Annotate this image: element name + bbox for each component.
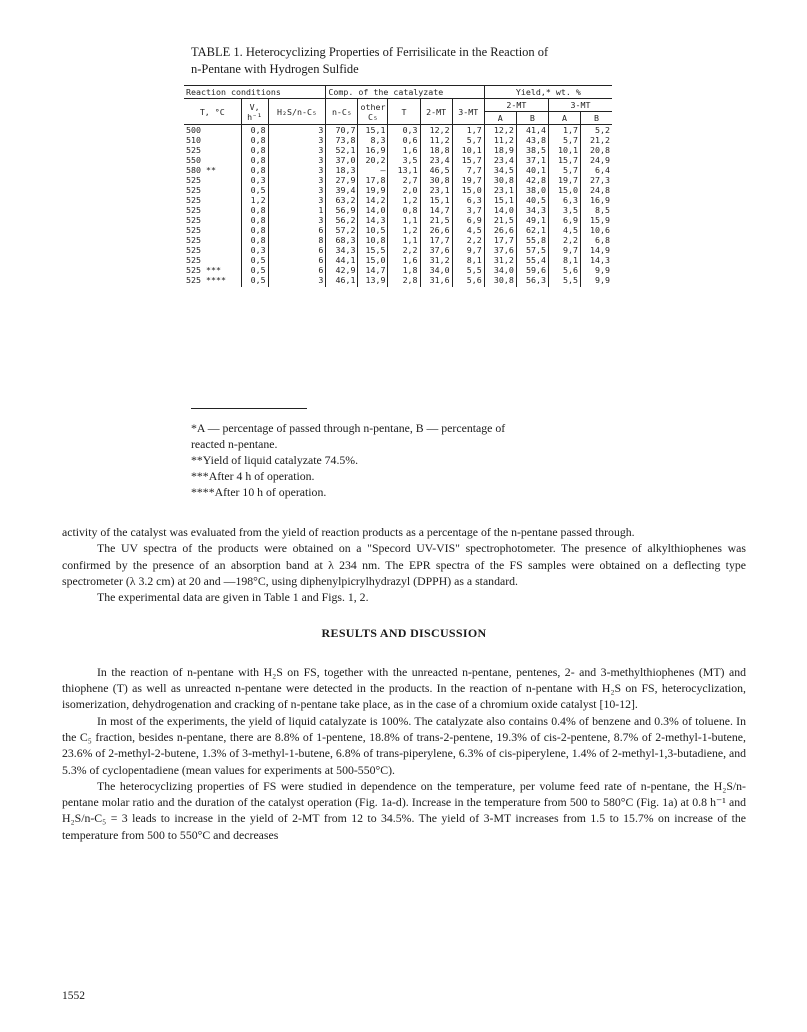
table-cell: 4,5 xyxy=(548,225,580,235)
table-cell: 70,7 xyxy=(326,125,358,136)
table-cell: 580 ** xyxy=(186,165,216,175)
table-cell: 38,5 xyxy=(516,145,548,155)
table-row xyxy=(184,225,612,235)
table-cell: 39,4 xyxy=(326,185,358,195)
footnote-1-cont: reacted n-pentane. xyxy=(191,437,278,451)
table-cell: 3 xyxy=(268,275,326,287)
paragraph-6: The heterocyclizing properties of FS were studied in dependence on the temperature, per volume feed rate of n-pentane, the H₂S/n-pentane molar ratio and the duration of the catalyst operation (Fig. 1a-d). Increase in the temperature from 500 to 580°C (Fig. 1a) at 0.8 h⁻¹ and H₂S/n-C₅ = 3 leads to increase in the yield of 2-MT from 12 to 34.5%. The yield of 3-MT increases from 1.5 to 15.7% on increase of the temperature from 500 to 550°C and decreases xyxy=(62,778,746,842)
table-cell: 8,1 xyxy=(452,255,484,265)
table-cell: 0,8 xyxy=(241,125,268,136)
table-cell: 1,1 xyxy=(388,235,420,245)
table-cell: 26,6 xyxy=(484,225,516,235)
table-cell: 15,0 xyxy=(548,185,580,195)
table-cell: 1,6 xyxy=(388,145,420,155)
table-cell: 42,9 xyxy=(326,265,358,275)
table-cell: 14,7 xyxy=(358,265,388,275)
table-cell: 0,3 xyxy=(388,125,420,136)
table-cell: 5,2 xyxy=(581,125,612,136)
table-cell: 3,5 xyxy=(388,155,420,165)
table-row xyxy=(184,185,612,195)
table-cell: 0,8 xyxy=(241,165,268,175)
table-cell: 18,9 xyxy=(484,145,516,155)
caption-line-1: TABLE 1. Heterocyclizing Properties of Ferrisilicate in the Reaction of xyxy=(191,45,549,59)
table-cell: 525 xyxy=(186,215,201,225)
table-cell: 15,1 xyxy=(484,195,516,205)
table-cell: 9,9 xyxy=(581,265,612,275)
table-cell: 30,8 xyxy=(484,275,516,287)
table-cell: 20,2 xyxy=(358,155,388,165)
table-cell: 1,6 xyxy=(388,255,420,265)
table-row xyxy=(184,165,612,175)
table-cell: 2,7 xyxy=(388,175,420,185)
table-row xyxy=(184,235,612,245)
yield-sub-a: A xyxy=(548,112,580,125)
table-cell: 0,8 xyxy=(388,205,420,215)
table-cell: 3 xyxy=(268,175,326,185)
table-cell: 5,7 xyxy=(548,165,580,175)
table-cell: 15,0 xyxy=(452,185,484,195)
footnote-3: ***After 4 h of operation. xyxy=(191,469,315,483)
table-cell: 3 xyxy=(268,195,326,205)
table-cell: 8,5 xyxy=(581,205,612,215)
table-cell: 0,8 xyxy=(241,235,268,245)
table-cell: 56,3 xyxy=(516,275,548,287)
table-cell: 24,8 xyxy=(581,185,612,195)
table-cell: 1,2 xyxy=(241,195,268,205)
table-cell: 3 xyxy=(268,215,326,225)
table-body xyxy=(184,125,612,288)
footnote-1: *A — percentage of passed through n-pentane, B — percentage of xyxy=(191,421,506,435)
table-cell: 1,1 xyxy=(388,215,420,225)
table-cell: 68,3 xyxy=(326,235,358,245)
table-cell: 14,3 xyxy=(581,255,612,265)
table-cell: 37,6 xyxy=(420,245,452,255)
table-cell: 10,8 xyxy=(358,235,388,245)
table-cell: 8,3 xyxy=(358,135,388,145)
table-cell: 6,9 xyxy=(452,215,484,225)
yield-sub-b: B xyxy=(581,112,612,125)
table-cell: 0,8 xyxy=(241,135,268,145)
table-cell: 0,5 xyxy=(241,265,268,275)
table-cell: 63,2 xyxy=(326,195,358,205)
table-cell: 3,5 xyxy=(548,205,580,215)
table-cell: 40,1 xyxy=(516,165,548,175)
table-cell: 0,3 xyxy=(241,175,268,185)
table-cell: 16,9 xyxy=(581,195,612,205)
table-cell: 13,9 xyxy=(358,275,388,287)
table-cell: 6,3 xyxy=(548,195,580,205)
table-cell: 525 *** xyxy=(186,265,221,275)
table-cell: 6 xyxy=(268,265,326,275)
table-row xyxy=(184,205,612,215)
table-cell: 42,8 xyxy=(516,175,548,185)
table-row xyxy=(184,195,612,205)
table-cell: 5,6 xyxy=(452,275,484,287)
table-cell: 1,7 xyxy=(548,125,580,136)
table-cell: 525 xyxy=(186,185,201,195)
page-number: 1552 xyxy=(62,990,85,1002)
table-cell: 23,4 xyxy=(420,155,452,165)
table-cell: 30,8 xyxy=(420,175,452,185)
table-cell: 15,0 xyxy=(358,255,388,265)
table-cell: 5,5 xyxy=(548,275,580,287)
table-cell: 1 xyxy=(268,205,326,215)
table-cell: 46,5 xyxy=(420,165,452,175)
table-cell: 0,8 xyxy=(241,225,268,235)
table-cell: 525 xyxy=(186,255,201,265)
table-row xyxy=(184,125,612,136)
table-cell: 37,6 xyxy=(484,245,516,255)
table-cell: 6 xyxy=(268,225,326,235)
col-header-thiophene: T xyxy=(388,99,420,125)
section-heading: RESULTS AND DISCUSSION xyxy=(321,626,487,641)
table-cell: 18,8 xyxy=(420,145,452,155)
table-cell: 52,1 xyxy=(326,145,358,155)
table-cell: 3 xyxy=(268,125,326,136)
table-cell: 31,2 xyxy=(420,255,452,265)
table-footnotes xyxy=(191,420,631,500)
paragraph-3: The experimental data are given in Table 1 and Figs. 1, 2. xyxy=(97,590,369,605)
table-cell: 41,4 xyxy=(516,125,548,136)
col-header-3mt: 3-MT xyxy=(452,99,484,125)
col-header-temperature: T, °C xyxy=(184,99,241,125)
table-cell: 17,7 xyxy=(420,235,452,245)
table-cell: 2,2 xyxy=(548,235,580,245)
col-header-n-c5: n-C₅ xyxy=(326,99,358,125)
table-cell: 525 xyxy=(186,175,201,185)
paragraph-2: The UV spectra of the products were obtained on a "Specord UV-VIS" spectrophotometer. The presence of alkylthiophenes was confirmed by the presence of an absorption band at λ 234 nm. The EPR spectra of the FS samples were obtained on a deflecting type spectrometer (λ 3.2 cm) at 20 and —198°C, using diphenylpicrylhydrazyl (DPPH) as a standard. xyxy=(62,541,746,588)
table-cell: 21,2 xyxy=(581,135,612,145)
table-cell: 19,7 xyxy=(452,175,484,185)
table-cell: 15,9 xyxy=(581,215,612,225)
table-cell: 8 xyxy=(268,235,326,245)
table-cell: 6,8 xyxy=(581,235,612,245)
table-cell: 500 xyxy=(186,125,201,135)
table-cell: 15,1 xyxy=(358,125,388,136)
table-cell: 37,1 xyxy=(516,155,548,165)
table-cell: 15,7 xyxy=(548,155,580,165)
table-cell: 37,0 xyxy=(326,155,358,165)
table-cell: 3 xyxy=(268,165,326,175)
table-cell: 525 xyxy=(186,225,201,235)
table-row xyxy=(184,145,612,155)
table-cell: 12,2 xyxy=(420,125,452,136)
yield-group-2mt: 2-MT xyxy=(484,99,548,112)
paragraph-1: activity of the catalyst was evaluated from the yield of reaction products as a percentage of the n-pentane passed through. xyxy=(62,525,635,539)
footnote-2: **Yield of liquid catalyzate 74.5%. xyxy=(191,453,359,467)
table-row xyxy=(184,175,612,185)
table-cell: 13,1 xyxy=(388,165,420,175)
table-cell: 525 **** xyxy=(186,275,226,285)
table-cell: 9,9 xyxy=(581,275,612,287)
table-cell: 27,3 xyxy=(581,175,612,185)
table-cell: 27,9 xyxy=(326,175,358,185)
table-cell: 2,2 xyxy=(388,245,420,255)
yield-group-3mt: 3-MT xyxy=(548,99,612,112)
table-cell: 14,7 xyxy=(420,205,452,215)
table-row xyxy=(184,245,612,255)
table-cell: 34,0 xyxy=(484,265,516,275)
table-cell: 73,8 xyxy=(326,135,358,145)
table-cell: 10,6 xyxy=(581,225,612,235)
table-cell: 34,3 xyxy=(326,245,358,255)
table-cell: 7,7 xyxy=(452,165,484,175)
table-cell: 38,0 xyxy=(516,185,548,195)
table-cell: — xyxy=(358,165,388,175)
table-cell: 10,1 xyxy=(452,145,484,155)
table-cell: 14,0 xyxy=(484,205,516,215)
table-cell: 15,5 xyxy=(358,245,388,255)
table-cell: 1,7 xyxy=(452,125,484,136)
table-cell: 31,6 xyxy=(420,275,452,287)
table-cell: 34,5 xyxy=(484,165,516,175)
table-cell: 34,0 xyxy=(420,265,452,275)
table-cell: 23,4 xyxy=(484,155,516,165)
table-cell: 3 xyxy=(268,135,326,145)
col-header-2mt: 2-MT xyxy=(420,99,452,125)
table-cell: 57,5 xyxy=(516,245,548,255)
yield-sub-b: B xyxy=(516,112,548,125)
table-cell: 0,5 xyxy=(241,185,268,195)
table-cell: 2,2 xyxy=(452,235,484,245)
table-row xyxy=(184,255,612,265)
table-cell: 23,1 xyxy=(420,185,452,195)
table-cell: 57,2 xyxy=(326,225,358,235)
table-cell: 3,7 xyxy=(452,205,484,215)
table-cell: 3 xyxy=(268,145,326,155)
table-cell: 6,4 xyxy=(581,165,612,175)
table-cell: 5,7 xyxy=(548,135,580,145)
table-row xyxy=(184,135,612,145)
table-cell: 14,0 xyxy=(358,205,388,215)
table-cell: 5,6 xyxy=(548,265,580,275)
table-cell: 2,8 xyxy=(388,275,420,287)
table-cell: 0,8 xyxy=(241,155,268,165)
table-cell: 24,9 xyxy=(581,155,612,165)
table-cell: 6 xyxy=(268,245,326,255)
col-header-volume-rate: V, h⁻¹ xyxy=(241,99,268,125)
table-cell: 56,2 xyxy=(326,215,358,225)
table-cell: 17,8 xyxy=(358,175,388,185)
table-cell: 9,7 xyxy=(452,245,484,255)
table-cell: 0,3 xyxy=(241,245,268,255)
table-cell: 16,9 xyxy=(358,145,388,155)
table-cell: 2,0 xyxy=(388,185,420,195)
table-cell: 9,7 xyxy=(548,245,580,255)
table-cell: 0,6 xyxy=(388,135,420,145)
table-cell: 8,1 xyxy=(548,255,580,265)
table-cell: 21,5 xyxy=(484,215,516,225)
table-cell: 26,6 xyxy=(420,225,452,235)
table-cell: 525 xyxy=(186,245,201,255)
table-cell: 10,5 xyxy=(358,225,388,235)
table-cell: 34,3 xyxy=(516,205,548,215)
table-cell: 11,2 xyxy=(484,135,516,145)
table-cell: 18,3 xyxy=(326,165,358,175)
table-cell: 59,6 xyxy=(516,265,548,275)
table-cell: 3 xyxy=(268,155,326,165)
table-cell: 14,9 xyxy=(581,245,612,255)
table-cell: 40,5 xyxy=(516,195,548,205)
table-cell: 0,5 xyxy=(241,255,268,265)
table-row xyxy=(184,155,612,165)
group-header-composition: Comp. of the catalyzate xyxy=(326,86,484,99)
results-table xyxy=(184,85,612,287)
table-caption xyxy=(191,44,631,78)
paragraph-4: In the reaction of n-pentane with H₂S on FS, together with the unreacted n-pentane, pentenes, 2- and 3-methylthiophenes (MT) and thiophene (T) as well as unreacted n-pentane were detected in the products. In the reaction of n-pentane with H₂S on FS, heterocyclization, isomerization, dehydrogenation and cracking of n-pentane take place, as in the case of a chromium oxide catalyst [10-12]. xyxy=(62,664,746,712)
caption-line-2: n-Pentane with Hydrogen Sulfide xyxy=(191,62,359,76)
table-cell: 30,8 xyxy=(484,175,516,185)
table-cell: 62,1 xyxy=(516,225,548,235)
table-cell: 510 xyxy=(186,135,201,145)
table-cell: 1,2 xyxy=(388,195,420,205)
group-header-conditions: Reaction conditions xyxy=(184,86,326,99)
table-cell: 20,8 xyxy=(581,145,612,155)
table-cell: 12,2 xyxy=(484,125,516,136)
table-cell: 10,1 xyxy=(548,145,580,155)
col-header-ratio: H₂S/n-C₅ xyxy=(268,99,326,125)
paragraph-5: In most of the experiments, the yield of liquid catalyzate is 100%. The catalyzate also contains 0.4% of benzene and 0.3% of toluene. In the C₅ fraction, besides n-pentane, there are 8.8% of 1-pentene, 18.8% of trans-2-pentene, 19.3% of cis-2-pentene, 8.7% of 2-methyl-1-butene, 23.6% of 2-methyl-2-butene, 1.3% of 3-methyl-1-butene, 6.8% of trans-piperylene, 6.3% of cis-piperylene, 1.4% of 2-methyl-1,3-butadiene, and 5.3% of cyclopentadiene (mean values for experiments at 500-550°C). xyxy=(62,713,747,777)
table-cell: 43,8 xyxy=(516,135,548,145)
body-text xyxy=(62,524,746,843)
table-cell: 49,1 xyxy=(516,215,548,225)
table-cell: 5,5 xyxy=(452,265,484,275)
table-cell: 31,2 xyxy=(484,255,516,265)
table-cell: 44,1 xyxy=(326,255,358,265)
table-cell: 23,1 xyxy=(484,185,516,195)
table-cell: 1,2 xyxy=(388,225,420,235)
table-cell: 550 xyxy=(186,155,201,165)
table-cell: 55,4 xyxy=(516,255,548,265)
footnote-rule xyxy=(191,408,307,409)
table-row xyxy=(184,265,612,275)
table-cell: 15,1 xyxy=(420,195,452,205)
table-cell: 14,3 xyxy=(358,215,388,225)
table-cell: 19,7 xyxy=(548,175,580,185)
table-cell: 19,9 xyxy=(358,185,388,195)
table-cell: 525 xyxy=(186,235,201,245)
table-cell: 0,8 xyxy=(241,145,268,155)
table-cell: 11,2 xyxy=(420,135,452,145)
table-cell: 46,1 xyxy=(326,275,358,287)
table-cell: 3 xyxy=(268,185,326,195)
table-cell: 525 xyxy=(186,145,201,155)
table-cell: 0,5 xyxy=(241,275,268,287)
table-cell: 56,9 xyxy=(326,205,358,215)
table-cell: 6,9 xyxy=(548,215,580,225)
table-cell: 525 xyxy=(186,195,201,205)
group-header-yield: Yield,* wt. % xyxy=(484,86,612,99)
table-row xyxy=(184,275,612,287)
table-cell: 17,7 xyxy=(484,235,516,245)
table-cell: 4,5 xyxy=(452,225,484,235)
table-cell: 1,8 xyxy=(388,265,420,275)
col-header-other-c5: other C₅ xyxy=(358,99,388,125)
table-cell: 5,7 xyxy=(452,135,484,145)
table-cell: 15,7 xyxy=(452,155,484,165)
table-cell: 6,3 xyxy=(452,195,484,205)
table-row xyxy=(184,215,612,225)
footnote-4: ****After 10 h of operation. xyxy=(191,485,327,499)
table-cell: 0,8 xyxy=(241,215,268,225)
table-cell: 55,8 xyxy=(516,235,548,245)
table-cell: 6 xyxy=(268,255,326,265)
table-cell: 525 xyxy=(186,205,201,215)
table-cell: 0,8 xyxy=(241,205,268,215)
table-cell: 14,2 xyxy=(358,195,388,205)
table-cell: 21,5 xyxy=(420,215,452,225)
yield-sub-a: A xyxy=(484,112,516,125)
